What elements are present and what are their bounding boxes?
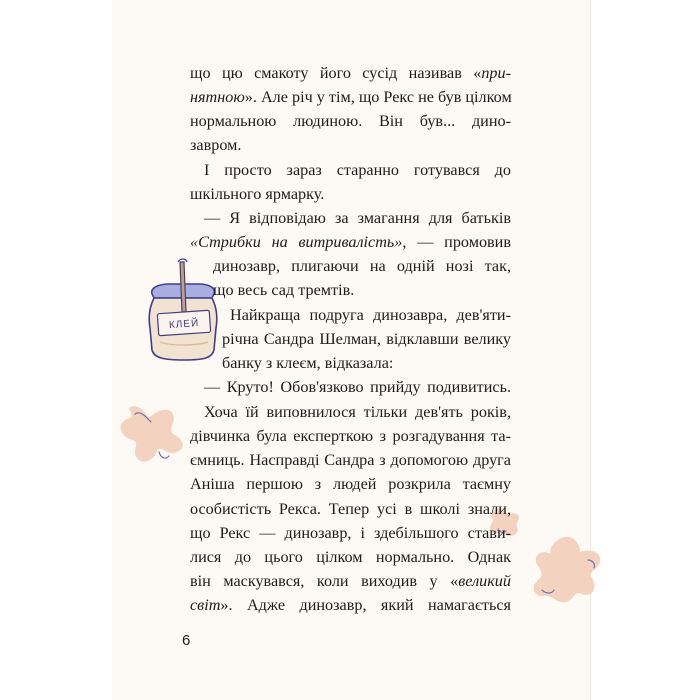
jar-label-text: КЛЕЙ	[168, 317, 200, 332]
text-line-1	[190, 63, 511, 83]
text-line-15: Хоча їй виповнилося тільки дев'ять років,	[204, 403, 511, 421]
italic-run: нятною	[190, 88, 245, 106]
text-line-14: — Круто! Обов'язково прийду подивитись.	[204, 378, 511, 396]
italic-run: «Стрибки на витривалість»	[190, 233, 403, 251]
italic-run: при-	[481, 64, 511, 82]
page-number: 6	[182, 632, 191, 649]
text-run: ». Але річ у тім, що Рекс не був цілком	[244, 88, 512, 106]
text-line-9: динозавр, плигаючи на одній нозі так,	[213, 257, 511, 275]
italic-run: світ	[190, 596, 221, 614]
text-line-11: Найкраща подруга динозавра, дев'яти-	[230, 306, 511, 324]
text-line-21: лися до цього цілком нормально. Однак	[190, 548, 511, 566]
text-line-8	[190, 232, 511, 252]
text-line-3: нормальною людиною. Він був... дино-	[190, 112, 511, 130]
text-run: що цю смакоту його сусід називав «	[190, 64, 482, 82]
text-line-6: шкільного ярмарку.	[190, 185, 325, 203]
glue-blob-left-illustration	[115, 400, 195, 470]
italic-run: великий	[458, 572, 511, 590]
text-line-2	[190, 87, 511, 107]
text-run: ». Адже динозавр, який намагається	[220, 596, 511, 614]
text-line-22	[190, 571, 511, 591]
text-line-20: що Рекс — динозавр, і здебільшого стави-	[190, 524, 511, 542]
text-line-23	[190, 595, 511, 615]
text-line-7: — Я відповідаю за змагання для батьків	[204, 209, 511, 227]
text-line-12: річна Сандра Шелман, відклавши велику	[222, 330, 511, 348]
text-run: він маскувався, коли виходив у «	[190, 572, 459, 590]
text-line-4: завром.	[190, 136, 242, 154]
text-line-5: І просто зараз старанно готувався до	[204, 161, 511, 179]
glue-blob-right-illustration	[528, 530, 618, 610]
text-run: , — промовив	[402, 233, 511, 251]
text-line-18: Аніша першою з людей розкрила таємну	[190, 475, 511, 493]
text-line-17: ємниць. Насправді Сандра з допомогою друга	[190, 451, 511, 469]
text-line-10: що весь сад тремтів.	[213, 281, 355, 299]
text-line-13: банку з клеєм, відказала:	[222, 354, 394, 372]
text-line-16: дівчинка була експерткою з розгадування та-	[190, 427, 511, 445]
text-line-19: особистість Рекса. Тепер усі в школі знали,	[190, 500, 511, 518]
